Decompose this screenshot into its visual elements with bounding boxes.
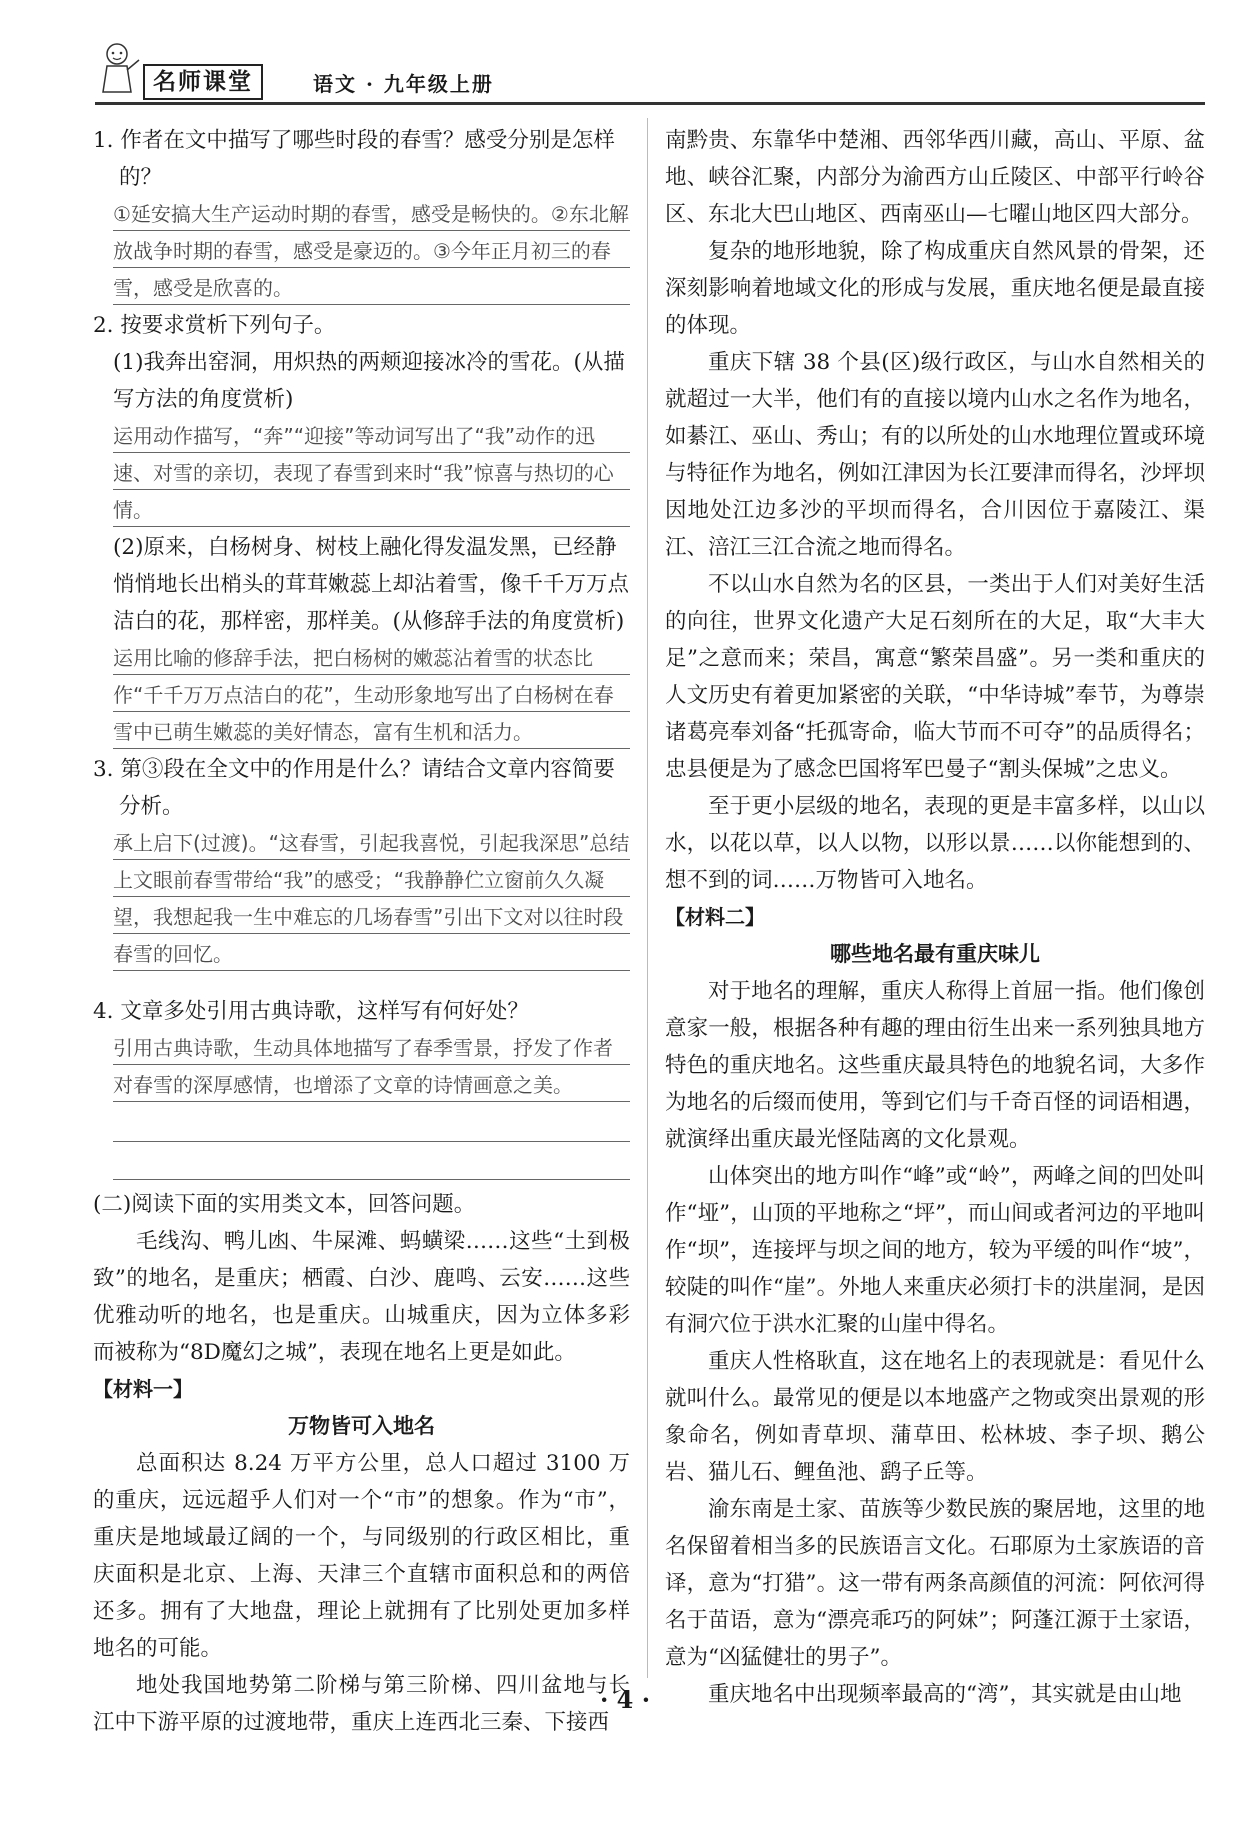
material-2-title: 哪些地名最有重庆味儿 [830,942,1040,966]
column-divider [647,118,648,1678]
answer-4: 引用古典诗歌，生动具体地描写了春季雪景，抒发了作者对春雪的深厚感情，也增添了文章的诗情画意之美。 [113,1030,630,1104]
material-1-continued: 南黔贵、东靠华中楚湘、西邻华西川藏，高山、平原、盆地、峡谷汇聚，内部分为渝西方山丘陵区、中部平行岭谷区、东北大巴山地区、西南巫山—七曜山地区四大部分。 [665,128,1205,227]
material-1-label: 【材料一】 [93,1377,193,1401]
material-2-paragraph: 重庆人性格耿直，这在地名上的表现就是：看见什么就叫什么。最常见的便是以本地盛产之物或突出景观的形象命名，例如青草坝、蒲草田、松林坡、李子坝、鹅公岩、猫儿石、鲤鱼池、鹞子丘等。 [665,1349,1205,1485]
question-4: 4. 文章多处引用古典诗歌，这样写有何好处？ [93,999,529,1024]
intro-paragraph: 毛线沟、鸭儿凼、牛屎滩、蚂蟥梁……这些“土到极致”的地名，是重庆；栖霞、白沙、鹿鸣、云安……这些优雅动听的地名，也是重庆。山城重庆，因为立体多彩而被称为“8D魔幻之城”，表现在地名上更是如此。 [93,1229,630,1365]
brand-logo: 名师课堂 [143,64,263,100]
material-1-paragraph: 不以山水自然为名的区县，一类出于人们对美好生活的向往，世界文化遗产大足石刻所在的大足，取“大丰大足”之意而来；荣昌，寓意“繁荣昌盛”。另一类和重庆的人文历史有着更加紧密的关联，“中华诗城”奉节，为尊崇诸葛亮奉刘备“托孤寄命，临大节而不可夺”的品质得名；忠县便是为了感念巴国将军巴曼子“割头保城”之忠义。 [665,572,1205,782]
material-2-paragraph: 对于地名的理解，重庆人称得上首屈一指。他们像创意家一般，根据各种有趣的理由衍生出来一系列独具地方特色的重庆地名。这些重庆最具特色的地貌名词，大多作为地名的后缀而使用，等到它们与千奇百怪的词语相遇，就演绎出重庆最光怪陆离的文化景观。 [665,979,1205,1152]
question-2-sub-2: (2)原来，白杨树身、树枝上融化得发温发黑，已经静悄悄地长出梢头的茸茸嫩蕊上却沾着雪，像千千万万点洁白的花，那样密，那样美。(从修辞手法的角度赏析) [113,535,630,634]
page-header [95,58,1205,104]
material-1-paragraph: 总面积达 8.24 万平方公里，总人口超过 3100 万的重庆，远远超乎人们对一个“市”的想象。作为“市”，重庆是地域最辽阔的一个，与同级别的行政区相比，重庆面积是北京、上海、天津三个直辖市面积总和的两倍还多。拥有了大地盘，理论上就拥有了比别处更加多样地名的可能。 [93,1451,630,1661]
header-rule [95,102,1205,105]
question-2-sub-1: (1)我奔出窑洞，用炽热的两颊迎接冰冷的雪花。(从描写方法的角度赏析) [113,350,625,412]
material-1-paragraph: 重庆下辖 38 个县(区)级行政区，与山水自然相关的就超过一大半，他们有的直接以境内山水之名作为地名，如綦江、巫山、秀山；有的以所处的山水地理位置或环境与特征作为地名，例如江津因为长江要津而得名，沙坪坝因地处江边多沙的平坝而得名，合川因位于嘉陵江、渠江、涪江三江合流之地而得名。 [665,350,1205,560]
question-2: 2. 按要求赏析下列句子。 [93,313,336,338]
teacher-mascot-icon [95,40,141,100]
answer-blank-line [113,1104,630,1142]
question-3: 3. 第③段在全文中的作用是什么？请结合文章内容简要分析。 [93,757,615,819]
answer-2-2: 运用比喻的修辞手法，把白杨树的嫩蕊沾着雪的状态比作“千千万万点洁白的花”，生动形象地写出了白杨树在春雪中已萌生嫩蕊的美好情态，富有生机和活力。 [113,640,630,751]
right-column [665,122,1205,1713]
left-column [93,122,630,1741]
material-1-paragraph: 地处我国地势第二阶梯与第三阶梯、四川盆地与长江中下游平原的过渡地带，重庆上连西北三秦、下接西 [93,1673,630,1735]
page-number: · 4 · [599,1685,651,1714]
material-2-label: 【材料二】 [665,905,765,929]
material-2-paragraph: 重庆地名中出现频率最高的“湾”，其实就是由山地 [708,1682,1182,1707]
answer-blank-line [113,1142,630,1180]
material-1-paragraph: 复杂的地形地貌，除了构成重庆自然风景的骨架，还深刻影响着地域文化的形成与发展，重庆地名便是最直接的体现。 [665,239,1205,338]
answer-1: ①延安搞大生产运动时期的春雪，感受是畅快的。②东北解放战争时期的春雪，感受是豪迈的。③今年正月初三的春雪，感受是欣喜的。 [113,196,630,307]
spacer [93,973,630,993]
section-2-heading: (二)阅读下面的实用类文本，回答问题。 [93,1192,476,1217]
subject-title: 语文 · 九年级上册 [313,72,494,96]
answer-3: 承上启下(过渡)。“这春雪，引起我喜悦，引起我深思”总结上文眼前春雪带给“我”的感受；“我静静伫立窗前久久凝望，我想起我一生中难忘的几场春雪”引出下文对以往时段春雪的回忆。 [113,825,630,973]
answer-2-1: 运用动作描写，“奔”“迎接”等动词写出了“我”动作的迅速、对雪的亲切，表现了春雪到来时“我”惊喜与热切的心情。 [113,418,630,529]
material-2-paragraph: 渝东南是土家、苗族等少数民族的聚居地，这里的地名保留着相当多的民族语言文化。石耶原为土家族语的音译，意为“打猎”。这一带有两条高颜值的河流：阿依河得名于苗语，意为“漂亮乖巧的阿妹”；阿蓬江源于土家语，意为“凶猛健壮的男子”。 [665,1497,1205,1670]
material-2-paragraph: 山体突出的地方叫作“峰”或“岭”，两峰之间的凹处叫作“垭”，山顶的平地称之“坪”，而山间或者河边的平地叫作“坝”，连接坪与坝之间的地方，较为平缓的叫作“坡”，较陡的叫作“崖”。外地人来重庆必须打卡的洪崖洞，是因有洞穴位于洪水汇聚的山崖中得名。 [665,1164,1205,1337]
material-1-paragraph: 至于更小层级的地名，表现的更是丰富多样，以山以水，以花以草，以人以物，以形以景……以你能想到的、想不到的词……万物皆可入地名。 [665,794,1205,893]
question-1: 1. 作者在文中描写了哪些时段的春雪？感受分别是怎样的？ [93,128,615,190]
material-1-title: 万物皆可入地名 [288,1414,435,1438]
